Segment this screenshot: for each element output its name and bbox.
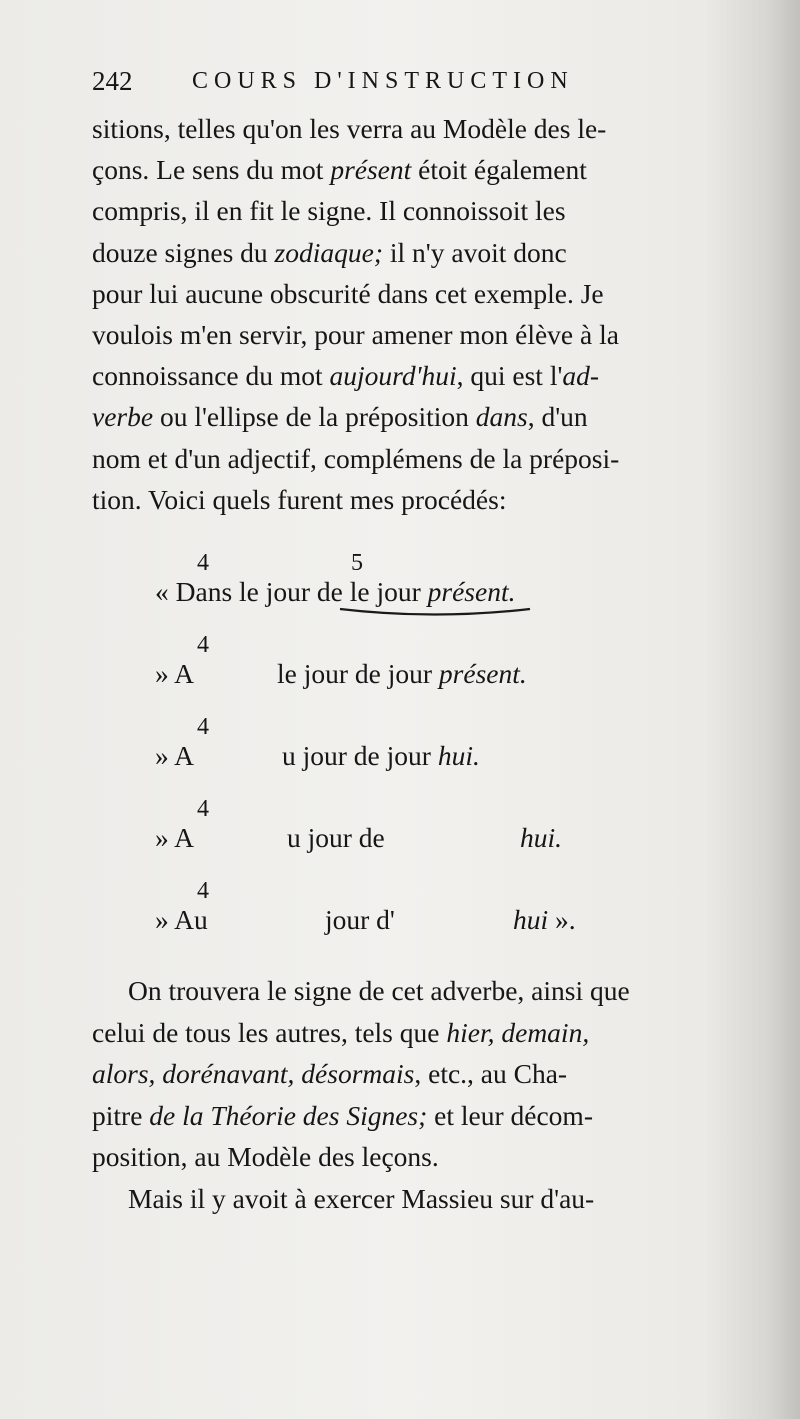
annotation-number: 4	[197, 550, 209, 576]
example-row-3: 4 » A u jour de jour hui.	[155, 714, 480, 771]
running-title: COURS D'INSTRUCTION	[192, 68, 574, 94]
paragraph-2	[92, 970, 756, 1219]
text-line: sitions, telles qu'on les verra au Modèle des le-	[92, 113, 607, 144]
text-line: nom et d'un adjectif, complémens de la préposi-	[92, 442, 620, 474]
page-header	[92, 66, 712, 106]
text-line: tion. Voici quels furent mes procédés:	[92, 483, 507, 515]
text-line: alors, dorénavant, désormais, etc., au Cha-	[92, 1058, 568, 1089]
text-line: çons. Le sens du mot présent étoit également	[92, 154, 587, 186]
text-line: pitre de la Théorie des Signes; et leur décom-	[92, 1099, 593, 1131]
annotation-number: 4	[197, 714, 209, 740]
example-text: « Dans le jour de le jour présent.	[155, 576, 516, 607]
text-line: connoissance du mot aujourd'hui, qui est l'ad-	[92, 360, 600, 392]
text-line: Mais il y avoit à exercer Massieu sur d'au-	[128, 1182, 595, 1214]
text-line: pour lui aucune obscurité dans cet exemple. Je	[92, 277, 604, 309]
text-line: position, au Modèle des leçons.	[92, 1141, 439, 1172]
annotation-number: 4	[197, 878, 209, 904]
annotation-number: 4	[197, 796, 209, 822]
paragraph-1	[92, 108, 756, 520]
example-row-2: 4 » A le jour de jour présent.	[155, 632, 527, 689]
text-line: douze signes du zodiaque; il n'y avoit donc	[92, 236, 567, 268]
annotation-number: 4	[197, 632, 209, 658]
text-line: compris, il en fit le signe. Il connoissoit les	[92, 195, 566, 227]
text-line: verbe ou l'ellipse de la préposition dans, d'un	[92, 401, 588, 433]
text-line: voulois m'en servir, pour amener mon élève à la	[92, 319, 619, 351]
example-row-4: 4 » A u jour de hui.	[155, 796, 563, 853]
page-number: 242	[92, 66, 133, 96]
annotation-number: 5	[351, 550, 363, 576]
text-line: On trouvera le signe de cet adverbe, ainsi que	[128, 975, 630, 1006]
text-line: celui de tous les autres, tels que hier, demain,	[92, 1016, 590, 1048]
example-row-5: 4 » Au jour d' hui ».	[155, 878, 576, 935]
underline-brace	[338, 606, 532, 620]
